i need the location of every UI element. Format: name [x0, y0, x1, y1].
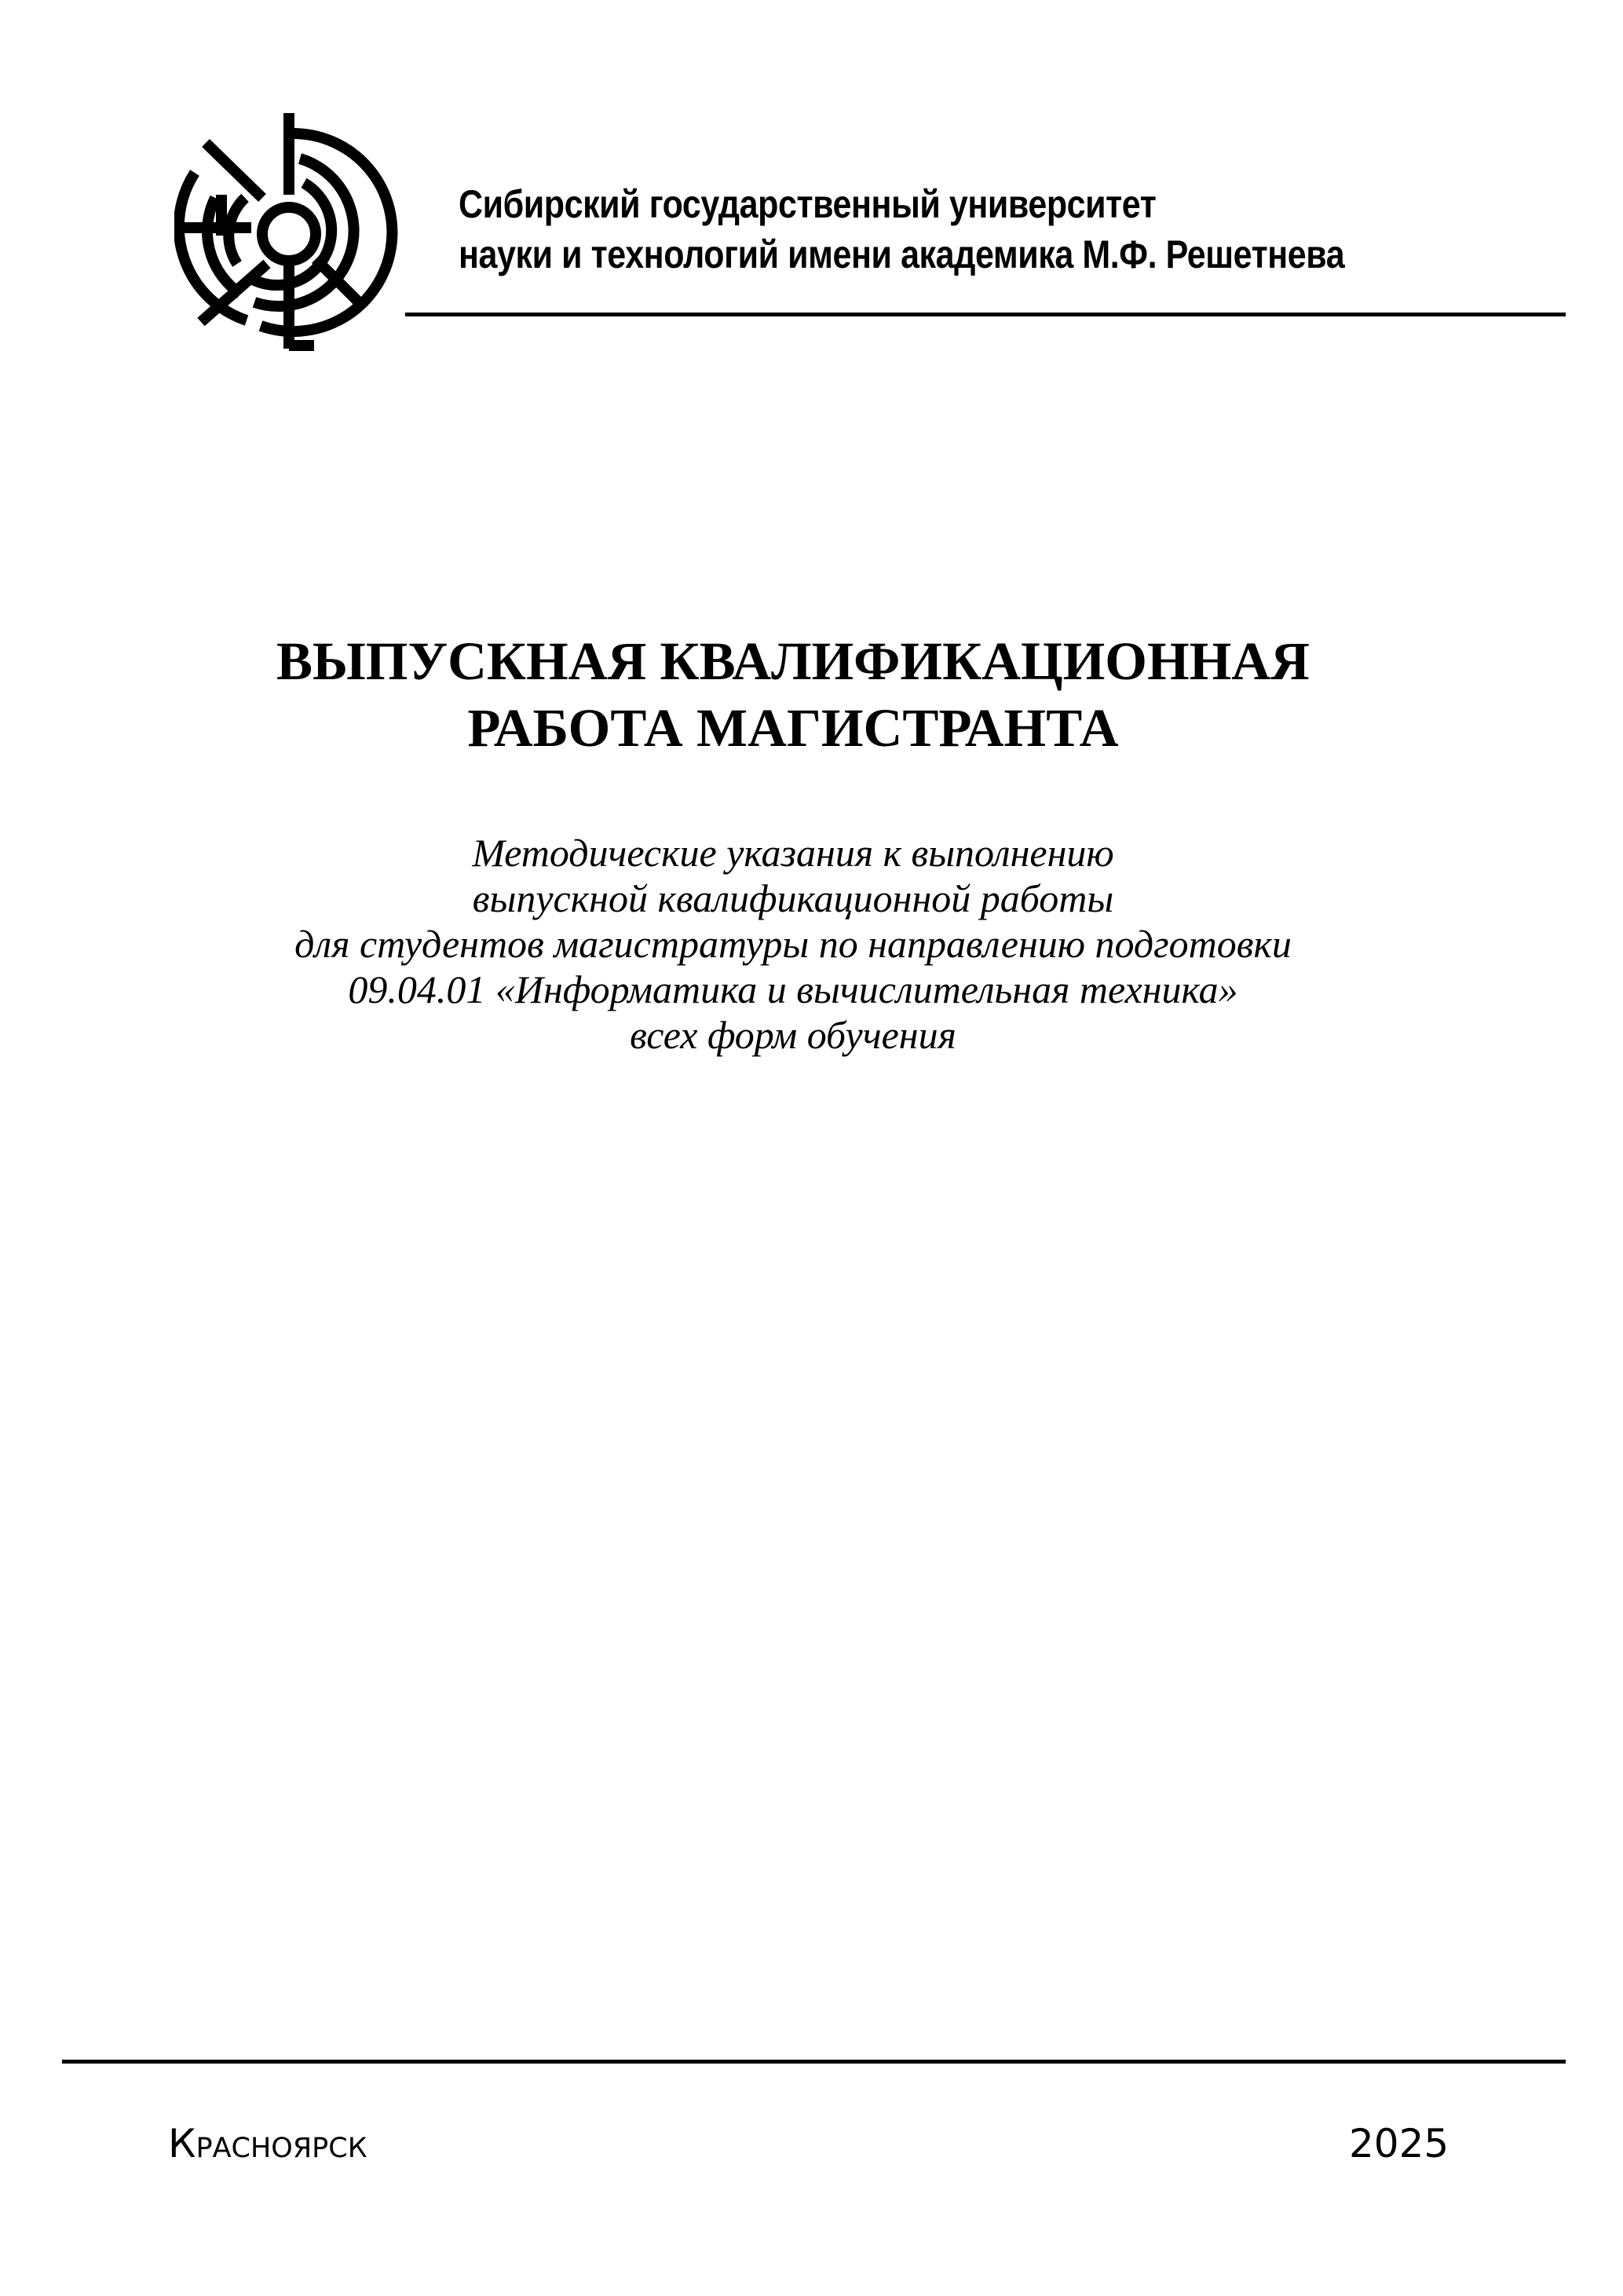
publication-year: 2025 — [1349, 2121, 1449, 2166]
university-name-line-1: Сибирский государственный университет — [459, 182, 1157, 226]
university-emblem-icon — [174, 110, 399, 353]
title-line-2: РАБОТА МАГИСТРАНТА — [467, 698, 1119, 758]
title-line-1: ВЫПУСКНАЯ КВАЛИФИКАЦИОННАЯ — [276, 631, 1310, 691]
footer-divider — [62, 2060, 1566, 2064]
subtitle-line-3: для студентов магистратуры по направлению подготовки — [294, 922, 1292, 966]
university-name-line-2: науки и технологий имени академика М.Ф. Решетнева — [459, 232, 1345, 276]
subtitle-line-5: всех форм обучения — [630, 1013, 956, 1057]
subtitle-line-1: Методические указания к выполнению — [472, 831, 1114, 875]
publication-city: Красноярск — [168, 2121, 367, 2166]
document-title — [0, 628, 1586, 762]
document-subtitle — [0, 830, 1586, 1058]
subtitle-line-4: 09.04.01 «Информатика и вычислительная техника» — [348, 967, 1238, 1011]
subtitle-line-2: выпускной квалификационной работы — [472, 876, 1114, 920]
university-name — [459, 179, 1404, 280]
header-divider — [405, 313, 1566, 316]
